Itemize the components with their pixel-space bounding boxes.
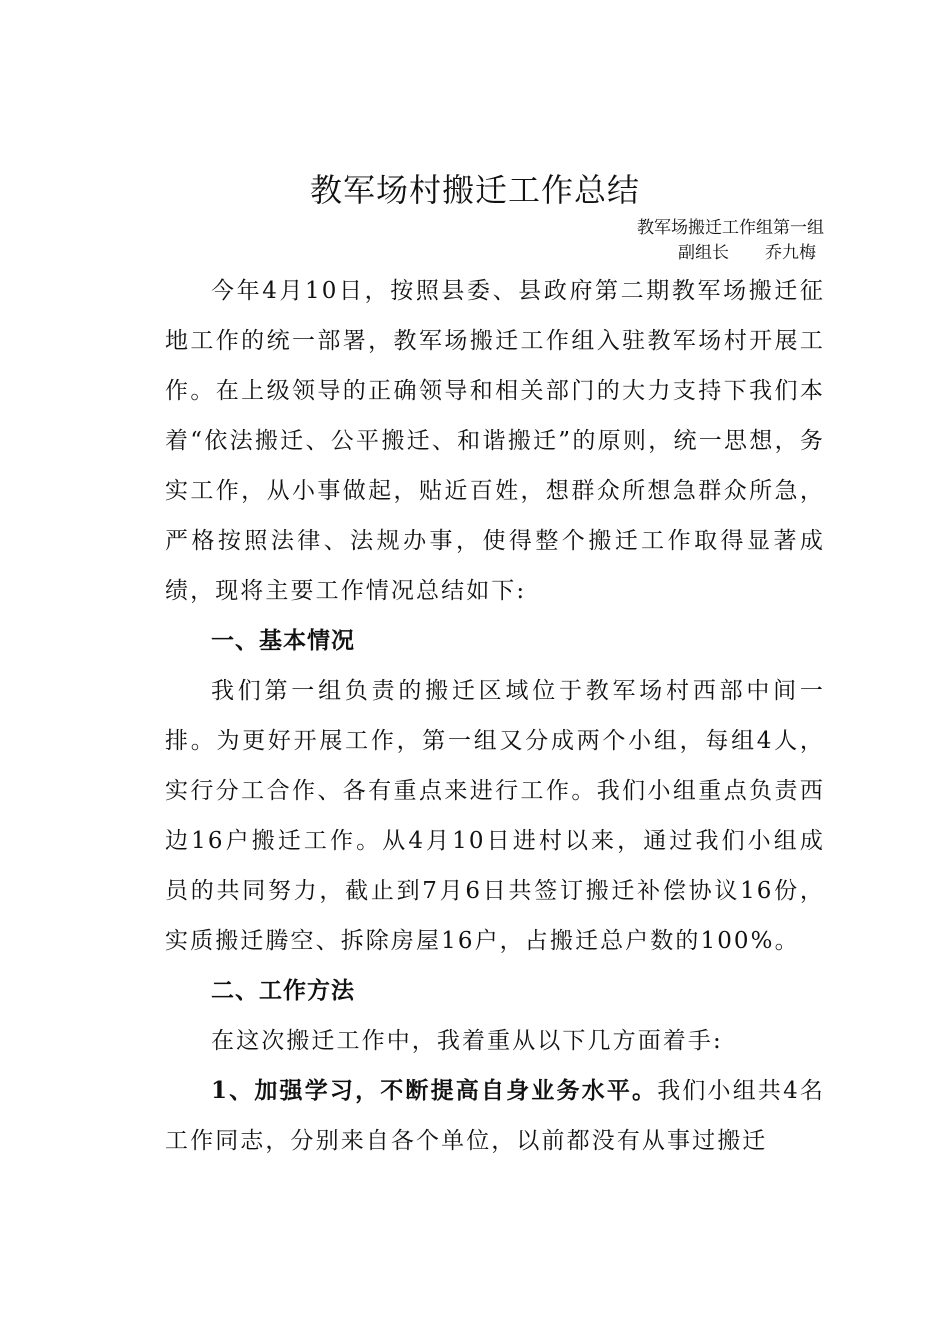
method-item-1-text: 我们小组共4名工作同志，分别来自各个单位，以前都没有从事过搬迁	[165, 1078, 825, 1154]
section-heading-basic: 一、基本情况	[211, 628, 355, 654]
author-line	[678, 241, 816, 265]
document-title: 教军场村搬迁工作总结	[309, 171, 640, 209]
section-paragraph-methods-intro: 在这次搬迁工作中，我着重从以下几方面着手:	[211, 1028, 723, 1054]
author-role: 副组长	[678, 243, 729, 263]
document-body	[165, 266, 825, 1166]
method-item-1	[165, 1066, 825, 1166]
section-heading-methods: 二、工作方法	[211, 978, 355, 1004]
section-paragraph-basic: 我们第一组负责的搬迁区域位于教军场村西部中间一排。为更好开展工作，第一组又分成两个小组，每组4人，实行分工合作、各有重点来进行工作。我们小组重点负责西边16户搬迁工作。从4月10日进村以来，通过我们小组成员的共同努力，截止到7月6日共签订搬迁补偿协议16份，实质搬迁腾空、拆除房屋16户，占搬迁总户数的100%。	[165, 678, 825, 954]
author-organization: 教军场搬迁工作组第一组	[637, 218, 824, 238]
author-name: 乔九梅	[765, 243, 816, 263]
method-item-1-lead: 1、加强学习，不断提高自身业务水平。	[211, 1077, 658, 1104]
intro-paragraph: 今年4月10日，按照县委、县政府第二期教军场搬迁征地工作的统一部署，教军场搬迁工作组入驻教军场村开展工作。在上级领导的正确领导和相关部门的大力支持下我们本着“依法搬迁、公平搬迁、和谐搬迁”的原则，统一思想，务实工作，从小事做起，贴近百姓，想群众所想急群众所急，严格按照法律、法规办事，使得整个搬迁工作取得显著成绩，现将主要工作情况总结如下:	[165, 278, 825, 604]
